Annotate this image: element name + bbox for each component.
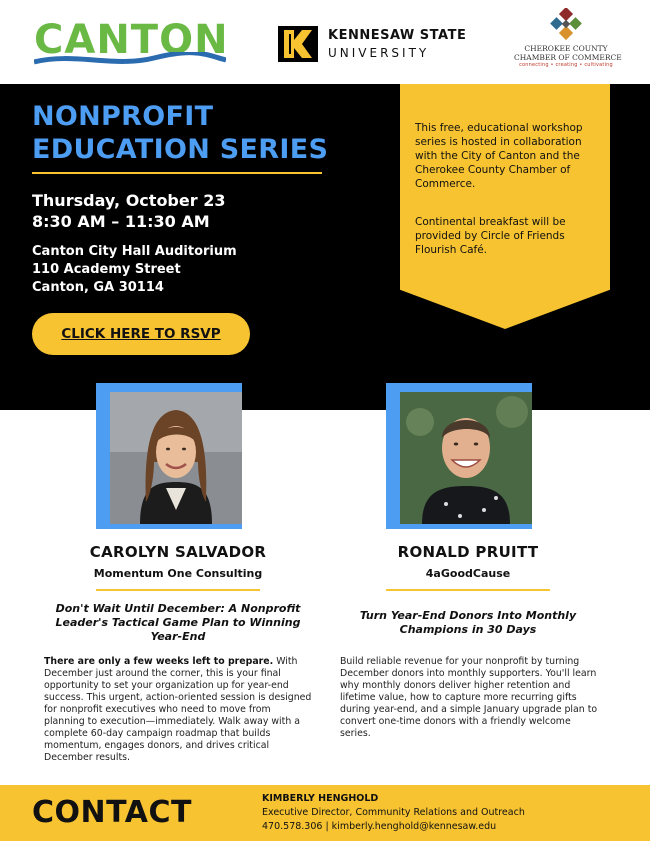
event-city: Canton, GA 30114 <box>32 280 164 295</box>
org-divider <box>96 589 260 591</box>
contact-title: Executive Director, Community Relations and Outreach <box>262 807 525 818</box>
portrait-man-icon <box>400 392 532 524</box>
contact-heading: CONTACT <box>32 795 192 830</box>
event-location <box>32 243 237 297</box>
banner-paragraph-breakfast: Continental breakfast will be provided by Circle of Friends Flourish Café. <box>415 216 566 256</box>
talk-body: With December just around the corner, this is your final opportunity to set your organization up for year-end success. This urgent, action-oriented session is designed for nonprofit executives who need to move from planning to execution—immediately. Walk away with a complete 60-day campaign roadmap that builds momentum, engages donors, and drives critical December results. <box>44 656 312 763</box>
ksu-name-line1: KENNESAW STATE <box>328 28 467 43</box>
banner-paragraph-hosting: This free, educational workshop series is hosted in collaboration with the City of Canton and the Cherokee County Chamber of Commerce. <box>415 122 583 190</box>
chamber-name-line1: CHEROKEE COUNTY <box>524 44 608 53</box>
portrait-woman-icon <box>110 392 242 524</box>
speaker-photo-ronald <box>400 392 532 524</box>
title-divider <box>32 172 322 174</box>
org-divider <box>386 589 550 591</box>
talk-description <box>44 656 312 764</box>
rsvp-label: CLICK HERE TO RSVP <box>61 326 221 342</box>
event-datetime <box>32 190 225 232</box>
canton-logo <box>34 17 229 68</box>
event-street: 110 Academy Street <box>32 262 181 277</box>
ksu-emblem-icon <box>276 22 320 66</box>
talk-title: Turn Year-End Donors Into Monthly Champions in 30 Days <box>359 609 577 636</box>
ksu-logo <box>276 22 476 66</box>
talk-description <box>340 656 600 740</box>
event-time: 8:30 AM – 11:30 AM <box>32 212 210 231</box>
speaker-photo-carolyn <box>110 392 242 524</box>
speaker-org: 4aGoodCause <box>425 567 511 580</box>
talk-title: Don't Wait Until December: A Nonprofit Leader's Tactical Game Plan to Winning Year-End <box>55 602 301 643</box>
canton-wave-icon <box>34 52 226 68</box>
event-venue: Canton City Hall Auditorium <box>32 244 237 259</box>
speaker-org: Momentum One Consulting <box>93 567 263 580</box>
series-title: NONPROFIT EDUCATION SERIES <box>32 101 329 165</box>
logo-bar <box>0 0 650 84</box>
chamber-logo <box>514 8 622 78</box>
chamber-emblem-icon <box>546 8 586 44</box>
talk-body: Build reliable revenue for your nonprofit by turning December donors into monthly supporters. You'll learn why monthly donors deliver higher retention and lifetime value, how to capture more recurring gifts during year-end, and a simple January upgrade plan to convert one-time donors with a friendly welcome series. <box>340 656 598 739</box>
canton-wordmark: CANTON <box>34 17 229 63</box>
rsvp-button[interactable] <box>32 313 250 355</box>
speaker-name: CAROLYN SALVADOR <box>89 543 267 561</box>
speaker-name: RONALD PRUITT <box>397 543 539 561</box>
chamber-tagline: connecting • creating • cultivating <box>519 62 613 68</box>
talk-lead: There are only a few weeks left to prepare. <box>44 656 274 667</box>
contact-name: KIMBERLY HENGHOLD <box>262 793 379 804</box>
ksu-name-line2: UNIVERSITY <box>328 46 430 60</box>
contact-phone-email[interactable]: 470.578.306 | kimberly.henghold@kennesaw.edu <box>262 821 497 832</box>
chamber-name-line2: CHAMBER OF COMMERCE <box>514 53 622 62</box>
event-date: Thursday, October 23 <box>32 191 226 210</box>
